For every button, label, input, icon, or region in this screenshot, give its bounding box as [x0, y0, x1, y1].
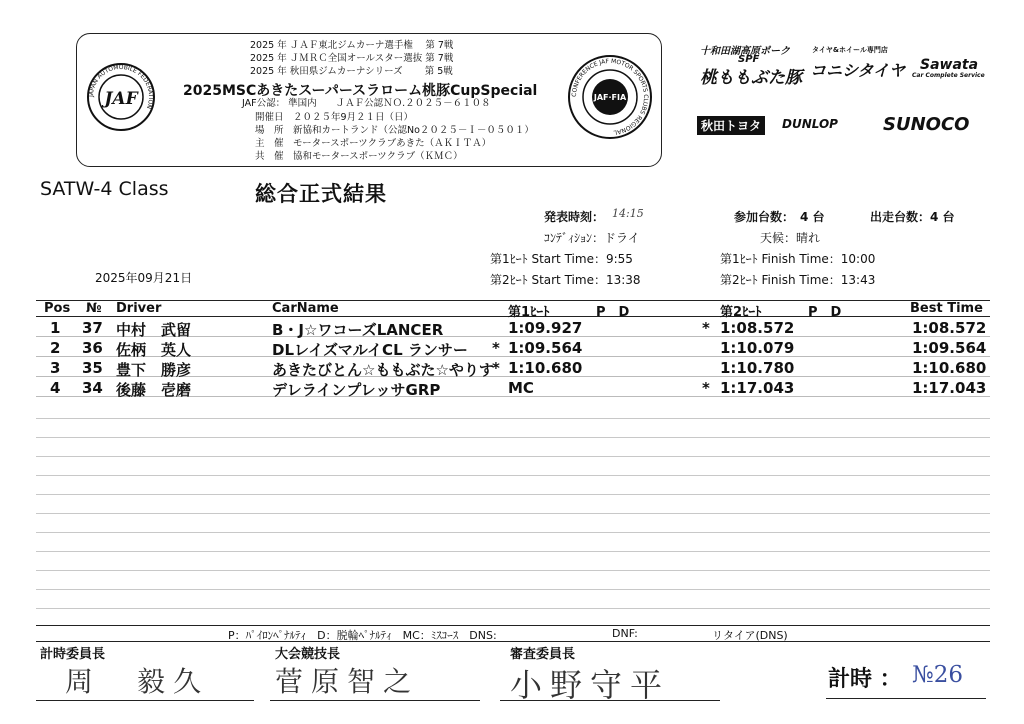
legend-dnf: DNF: [612, 627, 638, 640]
series-line-2: 2025 年 ＪＭＲＣ全国オールスター選抜 第 7戦 [250, 53, 454, 64]
timing-number-label: 計時 ： [828, 667, 902, 692]
row-pos: 4 [50, 379, 61, 397]
row-driver: 後藤 壱磨 [116, 381, 192, 399]
event-venue: 場 所 新協和カートランド（公認No２０２５－Ｉ－０５０１） [255, 125, 534, 136]
race-director-label: 大会競技長 [275, 647, 341, 662]
class-name: SATW-4 Class [40, 178, 169, 200]
row-no: 35 [82, 359, 103, 377]
row-heat1: 1:09.564 [508, 339, 583, 357]
row-driver: 豊下 勝彦 [116, 361, 192, 379]
event-organizer: 主 催 モータースポーツクラブあきた（ＡＫＩＴＡ） [255, 138, 492, 149]
ruled-line [36, 418, 990, 419]
steward-label: 審査委員長 [510, 647, 576, 662]
ruled-line [36, 456, 990, 457]
entries-count: 参加台数： 4 台 [734, 210, 825, 224]
row-heat2-mark: * [702, 379, 710, 397]
row-driver: 中村 武留 [116, 321, 192, 339]
col-pos: Pos [44, 301, 71, 316]
document-title: 総合正式結果 [255, 182, 387, 206]
event-date: 開催日 ２０２５年9月２１日（日） [255, 112, 414, 123]
table-row [36, 338, 990, 357]
row-no: 36 [82, 339, 103, 357]
event-co-organizer: 共 催 協和モータースポーツクラブ（ＫＭＣ） [255, 151, 463, 162]
row-heat1-mark: * [492, 339, 500, 357]
legend-bar [36, 625, 990, 642]
weather: 天候：晴れ [760, 231, 821, 245]
sponsor-tire-shop: タイヤ&ホイール専門店 [812, 46, 888, 54]
series-line-1: 2025 年 ＪＡＦ東北ジムカーナ選手権 第 7戦 [250, 40, 454, 51]
sponsor-sawata-sub: Car Complete Service [912, 72, 985, 79]
sponsor-akita-toyota: 秋田トヨタ [697, 116, 765, 135]
sponsor-spf: SPF [738, 54, 760, 65]
announce-time-value: 14:15 [612, 207, 644, 220]
sponsor-konishi: コニシタイヤ [810, 61, 906, 80]
sponsor-towada: 十和田湖高原ポーク [700, 46, 790, 57]
row-heat1: 1:09.927 [508, 319, 583, 337]
row-driver: 佐柄 英人 [116, 341, 192, 359]
row-pos: 3 [50, 359, 61, 377]
conference-logo [567, 54, 653, 140]
row-heat1-mark: * [492, 359, 500, 377]
results-table-header [36, 300, 990, 320]
sponsor-dunlop: DUNLOP [782, 117, 838, 131]
row-best-time: 1:08.572 [912, 319, 987, 337]
row-heat2: 1:17.043 [720, 379, 795, 397]
row-heat2: 1:10.780 [720, 359, 795, 377]
series-line-3: 2025 年 秋田県ジムカーナシリーズ 第 5戦 [250, 66, 453, 77]
conference-logo-text: JAF·FIA [593, 93, 627, 102]
ruled-line [36, 494, 990, 495]
jaf-logo-text: JAF [104, 89, 138, 109]
jaf-permit: JAF公認： 準国内 ＪＡＦ公認ＮＯ.２０２５－６１０８ [242, 98, 491, 109]
col-best-time: Best Time [910, 301, 983, 316]
heat2-start: 第2ﾋｰﾄ Start Time：13:38 [490, 273, 641, 287]
legend-penalties: P：ﾊﾟｲﾛﾝﾍﾟﾅﾙﾃｨ D：脱輪ﾍﾟﾅﾙﾃｨ MC：ﾐｽｺｰｽ DNS: [228, 629, 497, 642]
announce-time-label: 発表時刻： [544, 210, 605, 224]
sponsor-sunoco: SUNOCO [883, 114, 970, 135]
col-heat2: 第2ﾋｰﾄ [720, 305, 762, 320]
track-condition: ｺﾝﾃﾞｨｼｮﾝ：ドライ [544, 231, 640, 245]
ruled-line [36, 532, 990, 533]
table-row [36, 378, 990, 397]
table-row [36, 358, 990, 377]
sponsor-sawata: Sawata [920, 57, 979, 73]
row-carname: あきたびとん☆ももぶた☆やりす [272, 361, 494, 379]
steward-signature: 小野守平 [510, 666, 671, 704]
col-no: № [86, 301, 102, 316]
timing-chief-line [36, 700, 254, 701]
result-date: 2025年09月21日 [95, 271, 193, 285]
timing-number-value: №26 [912, 662, 964, 688]
row-carname: デレラインプレッサGRP [272, 381, 441, 399]
heat2-finish: 第2ﾋｰﾄ Finish Time：13:43 [720, 273, 876, 287]
legend-retire: リタイア(DNS) [712, 629, 788, 642]
row-best-time: 1:10.680 [912, 359, 987, 377]
row-heat1: 1:10.680 [508, 359, 583, 377]
conference-logo-ring: CONFERENCE JAF MOTOR SPORTS CLUBS REGIONAL [570, 57, 650, 136]
heat1-start: 第1ﾋｰﾄ Start Time：9:55 [490, 252, 633, 266]
row-no: 34 [82, 379, 103, 397]
ruled-line [36, 475, 990, 476]
col-carname: CarName [272, 301, 339, 316]
timing-chief-signature: 周 毅久 [65, 665, 210, 698]
jaf-logo [86, 62, 156, 132]
ruled-line [36, 437, 990, 438]
row-heat2-mark: * [702, 319, 710, 337]
row-carname: B・J☆ワコーズLANCER [272, 321, 444, 339]
row-no: 37 [82, 319, 103, 337]
row-pos: 1 [50, 319, 61, 337]
row-heat2: 1:10.079 [720, 339, 795, 357]
ruled-line [36, 513, 990, 514]
row-best-time: 1:17.043 [912, 379, 987, 397]
race-director-line [270, 700, 480, 701]
sponsor-momobuta: 桃ももぶた豚 [700, 68, 802, 88]
jaf-logo-ring: JAPAN AUTOMOBILE FEDERATION [87, 63, 155, 110]
col-pd1: P D [596, 305, 630, 320]
race-director-signature: 菅原智之 [275, 665, 420, 698]
ruled-line [36, 570, 990, 571]
row-heat1: MC [508, 379, 534, 397]
steward-line [500, 700, 720, 701]
row-heat2: 1:08.572 [720, 319, 795, 337]
ruled-line [36, 551, 990, 552]
row-best-time: 1:09.564 [912, 339, 987, 357]
ruled-line [36, 608, 990, 609]
col-heat1: 第1ﾋｰﾄ [508, 305, 550, 320]
timing-chief-label: 計時委員長 [40, 647, 106, 662]
col-driver: Driver [116, 301, 162, 316]
row-pos: 2 [50, 339, 61, 357]
timing-number-line [826, 698, 986, 699]
event-header-box [76, 33, 662, 167]
table-row [36, 318, 990, 337]
starters-count: 出走台数：4 台 [870, 210, 955, 224]
heat1-finish: 第1ﾋｰﾄ Finish Time：10:00 [720, 252, 876, 266]
event-title: 2025MSCあきたスーパースラローム桃豚CupSpecial [183, 83, 538, 99]
ruled-line [36, 589, 990, 590]
row-carname: DLレイズマルイCL ランサー [272, 341, 468, 359]
col-pd2: P D [808, 305, 842, 320]
